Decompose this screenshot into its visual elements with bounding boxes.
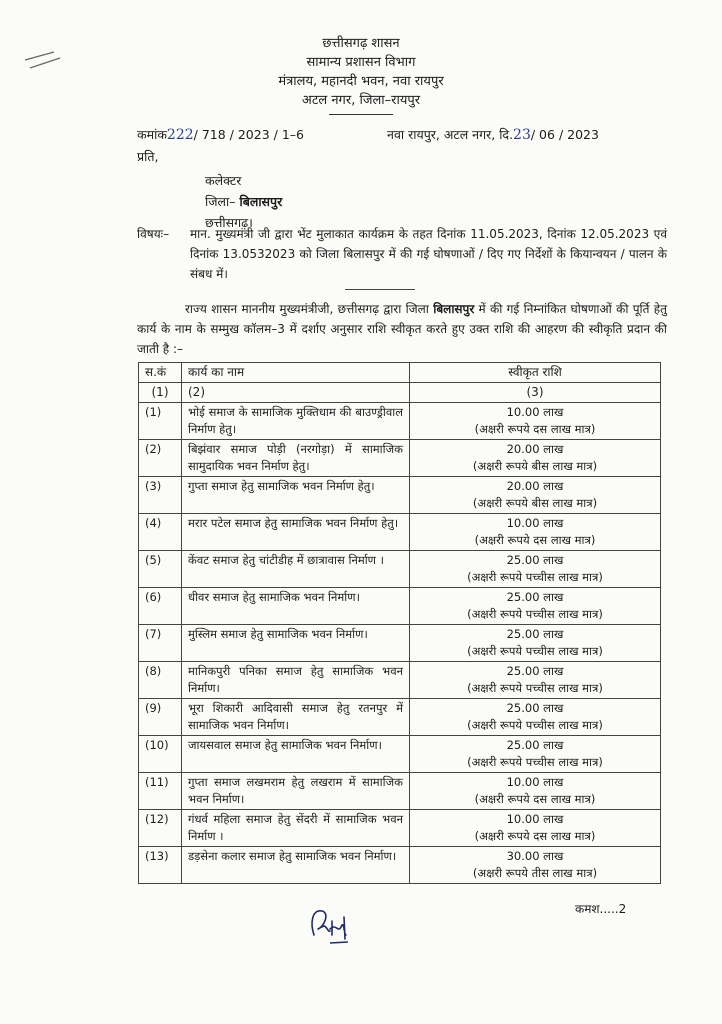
row-work-name: मुस्लिम समाज हेतु सामाजिक भवन निर्माण। xyxy=(182,625,410,662)
row-work-name: गंधर्व महिला समाज हेतु सेंदरी में सामाजिक भवन निर्माण । xyxy=(182,810,410,847)
letterhead-govt: छत्तीसगढ़ शासन xyxy=(322,36,400,51)
reference-place: नवा रायपुर, अटल नगर, दि. xyxy=(387,127,514,142)
works-table xyxy=(138,362,661,884)
row-serial: (11) xyxy=(139,773,182,810)
row-work-name: जायसवाल समाज हेतु सामाजिक भवन निर्माण। xyxy=(182,736,410,773)
paragraph-text-before: राज्य शासन माननीय मुख्यमंत्रीजी, छत्तीसगढ़ द्वारा जिला xyxy=(185,302,434,316)
row-amount-cell xyxy=(410,588,661,625)
row-amount-words: (अक्षरी रूपये बीस लाख मात्र) xyxy=(472,496,598,510)
row-amount: 25.00 लाख xyxy=(506,664,564,678)
reference-date xyxy=(387,126,599,143)
header-serial: स.कं xyxy=(139,363,182,383)
continued-label: कमश.....2 xyxy=(575,902,627,916)
row-amount-cell xyxy=(410,403,661,440)
subject-label: विषयः– xyxy=(137,227,170,241)
row-amount: 10.00 लाख xyxy=(506,516,564,530)
row-work-name: मरार पटेल समाज हेतु सामाजिक भवन निर्माण हेतु। xyxy=(182,514,410,551)
table-column-number-row xyxy=(139,383,661,403)
table-row xyxy=(139,514,661,551)
row-work-name: केंवट समाज हेतु चांटीडीह में छात्रावास निर्माण । xyxy=(182,551,410,588)
row-amount-words: (अक्षरी रूपये पच्चीस लाख मात्र) xyxy=(467,718,603,732)
row-amount-words: (अक्षरी रूपये दस लाख मात्र) xyxy=(474,533,596,547)
col-number-3: (3) xyxy=(410,383,661,403)
row-amount-words: (अक्षरी रूपये दस लाख मात्र) xyxy=(474,422,596,436)
paragraph-district: बिलासपुर xyxy=(433,302,475,316)
row-serial: (4) xyxy=(139,514,182,551)
letterhead-address: मंत्रालय, महानदी भवन, नवा रायपुर xyxy=(278,74,444,89)
row-serial: (3) xyxy=(139,477,182,514)
row-amount-words: (अक्षरी रूपये पच्चीस लाख मात्र) xyxy=(467,644,603,658)
row-serial: (12) xyxy=(139,810,182,847)
header-work-name: कार्य का नाम xyxy=(182,363,410,383)
row-serial: (5) xyxy=(139,551,182,588)
table-row xyxy=(139,625,661,662)
row-serial: (10) xyxy=(139,736,182,773)
table-row xyxy=(139,699,661,736)
table-body xyxy=(139,403,661,884)
addressee-state: छत्तीसगढ़। xyxy=(205,215,253,230)
row-amount: 25.00 लाख xyxy=(506,701,564,715)
table-row xyxy=(139,662,661,699)
row-amount-cell xyxy=(410,847,661,884)
row-serial: (6) xyxy=(139,588,182,625)
row-work-name: भोई समाज के सामाजिक मुक्तिधाम की बाउण्ड्रीवाल निर्माण हेतु। xyxy=(182,403,410,440)
row-serial: (1) xyxy=(139,403,182,440)
addressee-district-line xyxy=(205,191,282,212)
row-amount-cell xyxy=(410,551,661,588)
table-row xyxy=(139,440,661,477)
district-label: जिला– xyxy=(205,194,236,209)
table-row xyxy=(139,847,661,884)
header-divider xyxy=(329,114,393,115)
letterhead xyxy=(0,34,722,115)
letterhead-department: सामान्य प्रशासन विभाग xyxy=(306,55,416,70)
letterhead-city: अटल नगर, जिला–रायपुर xyxy=(301,93,421,108)
row-work-name: मानिकपुरी पनिका समाज हेतु सामाजिक भवन निर्माण। xyxy=(182,662,410,699)
row-amount: 10.00 लाख xyxy=(506,812,564,826)
signature-icon xyxy=(308,905,358,945)
row-amount-cell xyxy=(410,699,661,736)
row-amount-cell xyxy=(410,810,661,847)
row-amount: 25.00 लाख xyxy=(506,627,564,641)
reference-date-suffix: / 06 / 2023 xyxy=(530,127,599,142)
row-amount-cell xyxy=(410,662,661,699)
table-row xyxy=(139,588,661,625)
row-amount: 25.00 लाख xyxy=(506,738,564,752)
row-amount: 25.00 लाख xyxy=(506,553,564,567)
row-serial: (13) xyxy=(139,847,182,884)
row-serial: (2) xyxy=(139,440,182,477)
reference-suffix: / 718 / 2023 / 1–6 xyxy=(193,127,304,142)
subject-divider xyxy=(345,289,415,290)
row-amount-cell xyxy=(410,736,661,773)
paragraph-text-after: में की गई निम्नांकित घोषणाओं की पूर्ति हेतु कार्य के नाम के सम्मुख कॉलम–3 में दर्शाए अनुसार राशि स्वीकृत करते हुए उक्त राशि की आहरण की स्वीकृति प्रदान की जाती है :– xyxy=(137,302,667,356)
reference-handwritten-day: 23 xyxy=(513,127,531,143)
row-work-name: भूरा शिकारी आदिवासी समाज हेतु रतनपुर में सामाजिक भवन निर्माण। xyxy=(182,699,410,736)
district-name: बिलासपुर xyxy=(239,194,283,209)
reference-number xyxy=(137,126,304,143)
reference-prefix: कमांक xyxy=(137,127,167,142)
row-amount-words: (अक्षरी रूपये दस लाख मात्र) xyxy=(474,792,596,806)
col-number-2: (2) xyxy=(182,383,410,403)
row-work-name: गुप्ता समाज लखमराम हेतु लखराम में सामाजिक भवन निर्माण। xyxy=(182,773,410,810)
row-work-name: बिझंवार समाज पोड़ी (नरगोड़ा) में सामाजिक सामुदायिक भवन निर्माण हेतु। xyxy=(182,440,410,477)
table-row xyxy=(139,773,661,810)
body-paragraph xyxy=(137,299,667,359)
row-work-name: गुप्ता समाज हेतु सामाजिक भवन निर्माण हेतु। xyxy=(182,477,410,514)
row-amount-words: (अक्षरी रूपये पच्चीस लाख मात्र) xyxy=(467,570,603,584)
row-amount-words: (अक्षरी रूपये पच्चीस लाख मात्र) xyxy=(467,607,603,621)
col-number-1: (1) xyxy=(139,383,182,403)
table-row xyxy=(139,736,661,773)
row-amount: 30.00 लाख xyxy=(506,849,564,863)
row-amount-words: (अक्षरी रूपये दस लाख मात्र) xyxy=(474,829,596,843)
row-amount-cell xyxy=(410,625,661,662)
row-amount-cell xyxy=(410,440,661,477)
table-row xyxy=(139,477,661,514)
reference-handwritten-number: 222 xyxy=(166,127,194,143)
row-amount: 25.00 लाख xyxy=(506,590,564,604)
row-amount-words: (अक्षरी रूपये बीस लाख मात्र) xyxy=(472,459,598,473)
row-amount: 10.00 लाख xyxy=(506,775,564,789)
to-label: प्रति, xyxy=(137,149,159,164)
header-amount: स्वीकृत राशि xyxy=(410,363,661,383)
table-header-row xyxy=(139,363,661,383)
row-amount-cell xyxy=(410,477,661,514)
row-serial: (8) xyxy=(139,662,182,699)
row-amount-words: (अक्षरी रूपये पच्चीस लाख मात्र) xyxy=(467,755,603,769)
row-work-name: धीवर समाज हेतु सामाजिक भवन निर्माण। xyxy=(182,588,410,625)
addressee-designation: कलेक्टर xyxy=(205,173,242,188)
row-amount-cell xyxy=(410,773,661,810)
subject xyxy=(137,224,667,284)
table-row xyxy=(139,810,661,847)
row-serial: (9) xyxy=(139,699,182,736)
row-work-name: डड़सेना कलार समाज हेतु सामाजिक भवन निर्माण। xyxy=(182,847,410,884)
table-row xyxy=(139,551,661,588)
row-amount: 20.00 लाख xyxy=(506,479,564,493)
row-amount-cell xyxy=(410,514,661,551)
subject-text: मान. मुख्यमंत्री जी द्वारा भेंट मुलाकात कार्यक्रम के तहत दिनांक 11.05.2023, दिनांक 12.05.2023 एवं दिनांक 13.0532023 को जिला बिलासपुर में की गई घोषणाओं / दिए गए निर्देशों के कियान्वयन / पालन के संबध में। xyxy=(190,227,667,281)
table-row xyxy=(139,403,661,440)
row-amount-words: (अक्षरी रूपये पच्चीस लाख मात्र) xyxy=(467,681,603,695)
row-amount: 20.00 लाख xyxy=(506,442,564,456)
row-serial: (7) xyxy=(139,625,182,662)
row-amount-words: (अक्षरी रूपये तीस लाख मात्र) xyxy=(472,866,598,880)
row-amount: 10.00 लाख xyxy=(506,405,564,419)
